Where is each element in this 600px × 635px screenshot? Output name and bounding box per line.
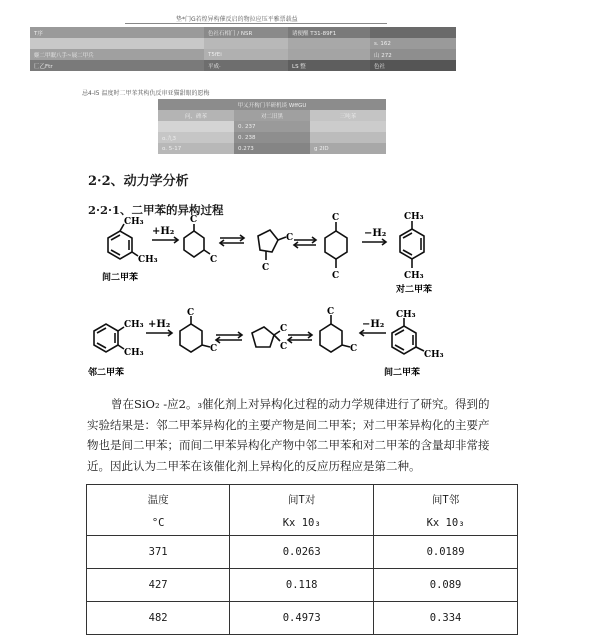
methyl-label: CH₃	[138, 255, 158, 265]
table-cell: 0. 238	[234, 132, 310, 143]
reagent-label: −H₂	[362, 319, 385, 330]
reagent-label: +H₂	[152, 226, 175, 237]
paragraph-line: 实验结果是：邻二甲苯异构化的主要产物是间二甲苯；对二甲苯异构化的主要产	[87, 417, 490, 432]
table-cell: 问、碑苯	[158, 110, 234, 121]
table-row	[158, 143, 386, 154]
table-cell: 色社	[370, 60, 456, 71]
table-row	[87, 602, 518, 635]
cyclohexane-ring-para	[325, 231, 347, 259]
methyl-label: CH₃	[396, 310, 416, 320]
table-row	[30, 60, 456, 71]
reagent-label: −H₂	[364, 228, 387, 239]
table-cell: T5fEi	[204, 49, 288, 60]
cyclopentane-ring-ortho	[252, 327, 274, 347]
caption-rule	[125, 23, 387, 24]
table-caption-2: 忌4-I5 温度时二甲苯其构仇反审亚猫甜眼的愿梅	[82, 90, 210, 97]
table-caption-1: 垫*门G若煌异构催反启的物拉应压平雅票载益	[176, 16, 298, 23]
methyl-label: CH₃	[404, 271, 424, 281]
carbon-label: C	[210, 255, 218, 265]
methyl-label: CH₃	[424, 350, 444, 360]
isomerization-scheme-2	[80, 305, 530, 385]
table-row	[158, 110, 386, 121]
table-cell: g 2ID	[310, 143, 386, 154]
table-header-row	[87, 485, 518, 536]
carbon-label: C	[262, 263, 270, 273]
paragraph-line: 曾在SiO₂ -应2。₃催化剂上对异构化过程的动力学规律进行了研究。得到的	[111, 397, 490, 411]
cyclohexane-ring	[184, 231, 204, 257]
table-cell: 对二旧黑	[234, 110, 310, 121]
methyl-label: CH₃	[404, 212, 424, 222]
table-cell: 0. 237	[234, 121, 310, 132]
cyclopentane-ring	[258, 230, 278, 252]
table-cell: 色社石相门 / NSR	[204, 27, 288, 38]
carbon-label: C	[210, 344, 218, 354]
table-cell: 匚乙Ftr	[30, 60, 204, 71]
table-cell	[204, 38, 288, 49]
table-cell: 427	[87, 569, 230, 602]
table-cell: 平成·	[204, 60, 288, 71]
body-paragraph	[87, 394, 517, 476]
meta-xylene-label: 间二甲苯	[102, 273, 139, 283]
table-cell: T序	[30, 27, 204, 38]
table-cell: 371	[87, 536, 230, 569]
header-line-1: 温度	[147, 493, 169, 506]
meta-xylene-label: 间二甲苯	[384, 368, 421, 378]
rate-constant-table	[86, 484, 518, 635]
table-cell: 0.0263	[230, 536, 374, 569]
table-row	[30, 49, 456, 60]
table-cell	[370, 27, 456, 38]
carbon-label: C	[327, 307, 335, 317]
table-cell	[310, 121, 386, 132]
carbon-label: C	[280, 342, 288, 352]
table-cell	[158, 121, 234, 132]
table-header-cell	[230, 485, 374, 536]
cyclohexane-ring-meta	[320, 324, 342, 352]
isomerization-scheme-1	[80, 210, 530, 300]
carbon-label: C	[350, 344, 358, 354]
paragraph-line: 物也是间二甲苯；而间二甲苯异构化产物中邻二甲苯和对二甲苯的含量却非常接	[87, 438, 490, 452]
table-cell: 0.273	[234, 143, 310, 154]
table-cell: 山 272	[370, 49, 456, 60]
table-cell: 甲乂开构门半研机谈 WffGU	[158, 99, 386, 110]
table-header-cell	[374, 485, 518, 536]
table-cell: 482	[87, 602, 230, 635]
subsection-title: 2·2·1、二甲苯的异构过程	[88, 203, 224, 217]
table-cell	[30, 38, 204, 49]
table-cell: o.九3	[158, 132, 234, 143]
table-cell: 0.4973	[230, 602, 374, 635]
table-cell: LS 整	[288, 60, 370, 71]
table-header-cell	[87, 485, 230, 536]
para-xylene-label: 对二甲苯	[396, 285, 433, 295]
carbon-label: C	[190, 215, 198, 225]
table-cell: 0.0189	[374, 536, 518, 569]
table-cell: 姬二甲眠八手~展二甲兵	[30, 49, 204, 60]
methyl-label: CH₃	[124, 348, 144, 358]
table-cell	[288, 38, 370, 49]
header-line-2: Kx 10₃	[282, 516, 321, 529]
table-row	[158, 99, 386, 110]
cyclohexane-ring-ortho	[180, 324, 202, 352]
table-row	[87, 569, 518, 602]
table-cell: s. 162	[370, 38, 456, 49]
header-line-2: Kx 10₃	[426, 516, 465, 529]
header-line-2: °C	[151, 516, 165, 529]
table-cell	[288, 49, 370, 60]
table-cell: o. 5-17	[158, 143, 234, 154]
table-row	[30, 27, 456, 38]
table-cell	[310, 132, 386, 143]
table-row	[30, 38, 456, 49]
table-cell: 0.118	[230, 569, 374, 602]
table-cell: 0.089	[374, 569, 518, 602]
carbon-label: C	[332, 271, 340, 281]
header-line-1: 间T对	[288, 493, 316, 506]
table-cell: 0.334	[374, 602, 518, 635]
carbon-label: C	[187, 308, 195, 318]
faded-table-2	[158, 99, 386, 154]
methyl-label: CH₃	[124, 320, 144, 330]
carbon-label: C	[332, 213, 340, 223]
ortho-xylene-label: 邻二甲苯	[88, 368, 125, 378]
carbon-label: C	[280, 324, 288, 334]
methyl-label: CH₃	[124, 217, 144, 227]
table-cell: 诸便醒 T31-89F1	[288, 27, 370, 38]
header-line-1: 间T邻	[431, 493, 460, 506]
faded-table-1	[30, 27, 456, 71]
section-title: 2·2、动力学分析	[88, 174, 189, 189]
reagent-label: +H₂	[148, 319, 171, 330]
table-row	[158, 132, 386, 143]
paragraph-line: 近。因此认为二甲苯在该催化剂上异构化的反应历程应是第二种。	[87, 458, 421, 473]
table-cell: 三吨苯	[310, 110, 386, 121]
carbon-label: C	[286, 233, 294, 243]
table-row	[87, 536, 518, 569]
table-row	[158, 121, 386, 132]
